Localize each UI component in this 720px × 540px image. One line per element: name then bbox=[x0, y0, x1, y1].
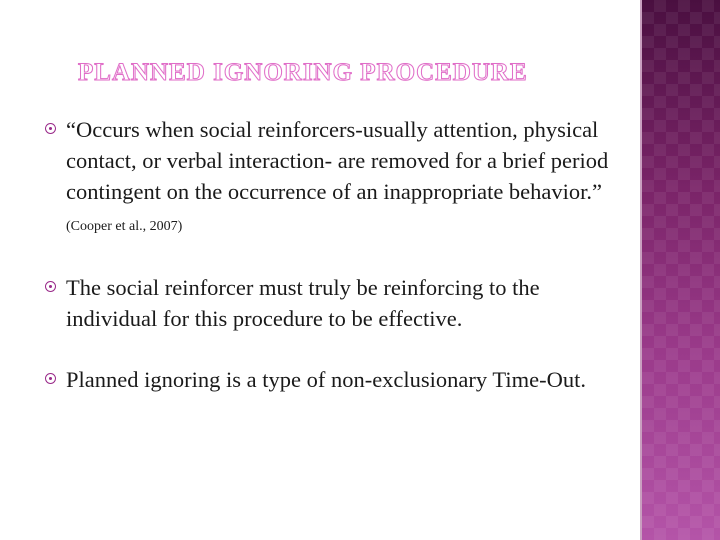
circled-dot-bullet-icon bbox=[45, 373, 56, 384]
circled-dot-bullet-icon bbox=[45, 281, 56, 292]
bullet-item-time-out bbox=[44, 364, 614, 395]
citation: (Cooper et al., 2007) bbox=[66, 219, 183, 234]
decorative-side-panel bbox=[642, 0, 720, 540]
slide-title: PLANNED IGNORING PROCEDURE bbox=[78, 59, 528, 86]
bullet-text: Planned ignoring is a type of non-exclusionary Time-Out. bbox=[66, 367, 586, 392]
circled-dot-bullet-icon bbox=[45, 123, 56, 134]
bullet-text: “Occurs when social reinforcers-usually attention, physical contact, or verbal interaction- are removed for a brief period contingent on the occurrence of an inappropriate behavior.” bbox=[66, 117, 609, 204]
bullet-item-definition bbox=[44, 114, 614, 242]
bullet-text: The social reinforcer must truly be reinforcing to the individual for this procedure to be effective. bbox=[66, 275, 540, 331]
bullet-item-reinforcer bbox=[44, 272, 614, 334]
bullet-list bbox=[44, 114, 614, 395]
